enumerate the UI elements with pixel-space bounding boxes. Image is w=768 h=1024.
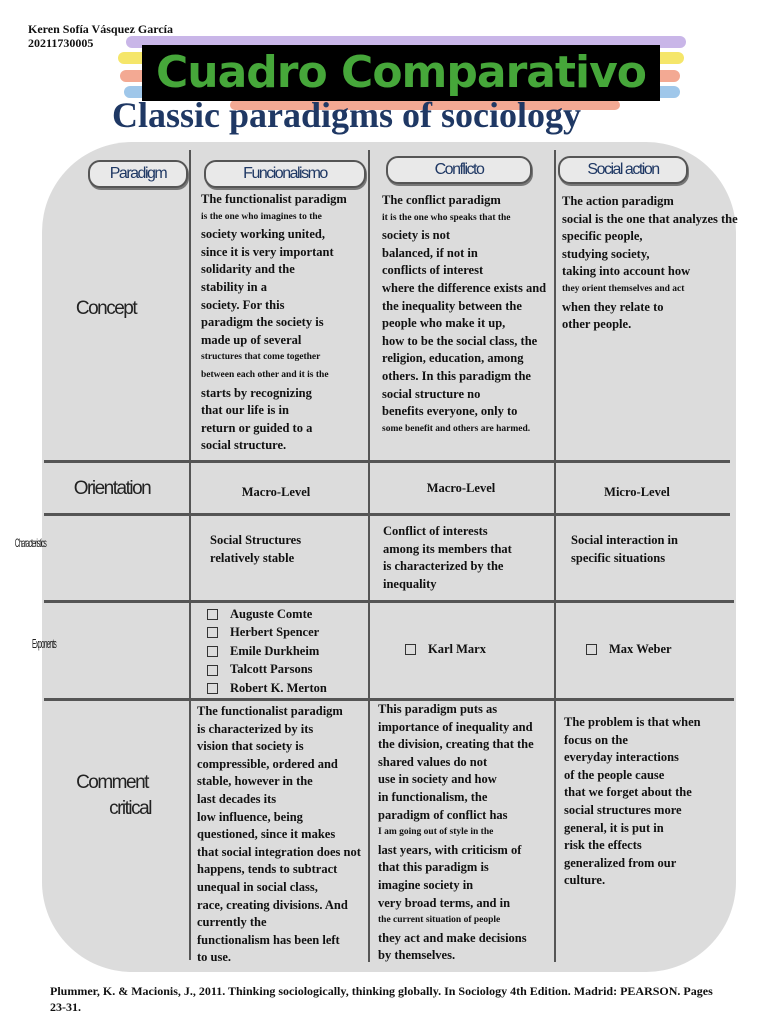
text-line: of the people cause [564, 767, 665, 782]
author-name: Keren Sofía Vásquez García [28, 22, 173, 36]
text-line: when they relate to [562, 299, 664, 314]
text-line: made up of several [201, 332, 302, 347]
header-paradigm: Paradigm [88, 160, 188, 188]
text-line: social structure no [382, 386, 481, 401]
cell-exponents-conflict [405, 640, 545, 659]
text-line: that social integration does not [197, 844, 361, 859]
text-line: is characterized by the [383, 559, 504, 574]
text-line: among its members that [383, 541, 512, 556]
checkbox-bullet-icon [405, 644, 416, 655]
row-label-critical-comment [62, 772, 162, 820]
text-line: unequal in social class, [197, 879, 318, 894]
exponent-item [207, 605, 367, 624]
text-line: Social interaction in [571, 533, 678, 547]
cell-orientation-functionalism: Macro-Level [241, 485, 311, 499]
cell-concept-social-action [562, 193, 752, 334]
row-label-exponents: Exponents [32, 636, 56, 651]
row-label-characteristics: Characteristics [14, 536, 47, 550]
text-line: benefits everyone, only to [382, 404, 518, 419]
page-title: Cuadro Comparativo [155, 47, 647, 98]
exponent-item [207, 624, 367, 643]
text-line: taking into account how [562, 264, 691, 279]
text-line: risk the effects [564, 838, 642, 853]
text-line: Social Structures [210, 533, 302, 547]
text-line: stability in a [201, 279, 267, 294]
exponent-name: Max Weber [609, 641, 672, 656]
text-line: some benefit and others are harmed. [382, 423, 531, 434]
reference-citation: Plummer, K. & Macionis, J., 2011. Thinking sociologically, thinking globally. In Sociology 4th Edition. Madrid: PEARSON. Pages 23-31. [50, 984, 713, 1014]
text-line: conflicts of interest [382, 263, 484, 278]
checkbox-bullet-icon [207, 627, 218, 638]
text-line: they act and make decisions [378, 930, 527, 945]
text-line: The problem is that when [564, 715, 701, 729]
text-line: compressible, ordered and [197, 756, 338, 771]
row-label-orientation: Orientation [73, 478, 151, 499]
text-line: the inequality between the [382, 298, 522, 313]
cell-concept-conflict [382, 192, 557, 438]
exponent-item [207, 642, 367, 661]
text-line: specific situations [571, 550, 666, 565]
text-line: specific people, [562, 229, 643, 244]
text-line: structures that come together [201, 352, 321, 363]
author-id: 20211730005 [28, 36, 94, 50]
header-conflict: Conflicto [386, 156, 532, 184]
exponent-item [405, 640, 545, 659]
exponent-item [207, 679, 367, 698]
text-line: The conflict paradigm [382, 193, 501, 207]
row-label-critical-line2: critical [109, 798, 151, 819]
cell-exponents-functionalism [207, 605, 367, 698]
text-line: culture. [564, 873, 606, 888]
row-label-critical-line1: Comment [76, 772, 148, 793]
text-line: This paradigm puts as [378, 702, 498, 716]
text-line: religion, education, among [382, 351, 524, 366]
text-line: it is the one who speaks that the [382, 212, 511, 223]
text-line: society. For this [201, 297, 285, 312]
exponent-name: Talcott Parsons [230, 662, 313, 677]
text-line: that we forget about the [564, 785, 692, 800]
text-line: race, creating divisions. And [197, 897, 348, 912]
header-functionalism: Funcionalismo [204, 160, 366, 188]
cell-critical-social-action [564, 714, 732, 890]
text-line: that this paradigm is [378, 860, 489, 875]
exponent-name: Herbert Spencer [230, 625, 320, 640]
text-line: focus on the [564, 732, 628, 747]
text-line: The functionalist paradigm [197, 704, 343, 718]
cell-concept-functionalism [201, 191, 369, 455]
text-line: since it is very important [201, 244, 334, 259]
text-line: is the one who imagines to the [201, 211, 322, 222]
text-line: others. In this paradigm the [382, 368, 531, 383]
text-line: stable, however in the [197, 774, 313, 789]
text-line: relatively stable [210, 550, 295, 565]
text-line: other people. [562, 317, 632, 332]
text-line: social structures more [564, 802, 682, 817]
header-social-action: Social action [558, 156, 688, 184]
text-line: paradigm of conflict has [378, 807, 508, 822]
row-divider [44, 600, 734, 603]
cell-orientation-conflict: Macro-Level [426, 481, 496, 495]
text-line: inequality [383, 576, 437, 591]
text-line: Conflict of interests [383, 524, 488, 538]
cell-characteristics-functionalism [210, 532, 370, 567]
text-line: people who make it up, [382, 316, 506, 331]
text-line: general, it is put in [564, 820, 664, 835]
exponent-name: Robert K. Merton [230, 680, 327, 695]
row-divider [44, 513, 730, 516]
text-line: return or guided to a [201, 420, 313, 435]
exponent-name: Emile Durkheim [230, 643, 320, 658]
text-line: currently the [197, 915, 267, 930]
text-line: in functionalism, the [378, 789, 488, 804]
text-line: happens, tends to subtract [197, 862, 338, 877]
text-line: importance of inequality and [378, 719, 533, 734]
text-line: last decades its [197, 791, 277, 806]
text-line: where the difference exists and [382, 280, 547, 295]
text-line: the current situation of people [378, 915, 501, 926]
checkbox-bullet-icon [207, 609, 218, 620]
text-line: functionalism has been left [197, 932, 340, 947]
text-line: everyday interactions [564, 750, 679, 765]
cell-critical-conflict [378, 701, 554, 965]
text-line: questioned, since it makes [197, 827, 336, 842]
cell-orientation-social-action: Micro-Level [604, 485, 670, 499]
text-line: paradigm the society is [201, 315, 324, 330]
text-line: balanced, if not in [382, 245, 478, 260]
exponent-name: Auguste Comte [230, 606, 313, 621]
text-line: society working united, [201, 227, 325, 242]
text-line: The action paradigm [562, 194, 674, 208]
text-line: low influence, being [197, 809, 303, 824]
text-line: social structure. [201, 438, 287, 453]
text-line: starts by recognizing [201, 385, 312, 400]
page-subtitle: Classic paradigms of sociology [112, 95, 582, 135]
text-line: The functionalist paradigm [201, 192, 347, 206]
column-divider [189, 150, 191, 960]
text-line: studying society, [562, 246, 650, 261]
text-line: solidarity and the [201, 262, 295, 277]
cell-characteristics-conflict [383, 523, 553, 593]
cell-exponents-social-action [586, 640, 716, 659]
text-line: generalized from our [564, 855, 677, 870]
text-line: to use. [197, 950, 232, 965]
cell-critical-functionalism [197, 703, 373, 967]
text-line: how to be the social class, the [382, 333, 538, 348]
text-line: the division, creating that the [378, 737, 534, 752]
checkbox-bullet-icon [207, 646, 218, 657]
text-line: is characterized by its [197, 721, 314, 736]
text-line: vision that society is [197, 739, 304, 754]
text-line: society is not [382, 228, 451, 243]
exponent-name: Karl Marx [428, 641, 486, 656]
text-line: between each other and it is the [201, 369, 329, 380]
title-banner [142, 45, 660, 101]
text-line: very broad terms, and in [378, 895, 511, 910]
checkbox-bullet-icon [586, 644, 597, 655]
checkbox-bullet-icon [207, 683, 218, 694]
text-line: that our life is in [201, 403, 289, 418]
exponent-item [586, 640, 716, 659]
checkbox-bullet-icon [207, 665, 218, 676]
row-divider [44, 460, 730, 463]
text-line: last years, with criticism of [378, 842, 522, 857]
cell-characteristics-social-action [571, 532, 721, 567]
text-line: imagine society in [378, 877, 474, 892]
exponent-item [207, 661, 367, 680]
text-line: I am going out of style in the [378, 827, 494, 838]
text-line: use in society and how [378, 772, 497, 787]
text-line: they orient themselves and act [562, 283, 685, 294]
text-line: shared values do not [378, 754, 488, 769]
text-line: social is the one that analyzes the [562, 211, 738, 226]
text-line: by themselves. [378, 948, 456, 963]
row-label-concept: Concept [75, 298, 137, 319]
